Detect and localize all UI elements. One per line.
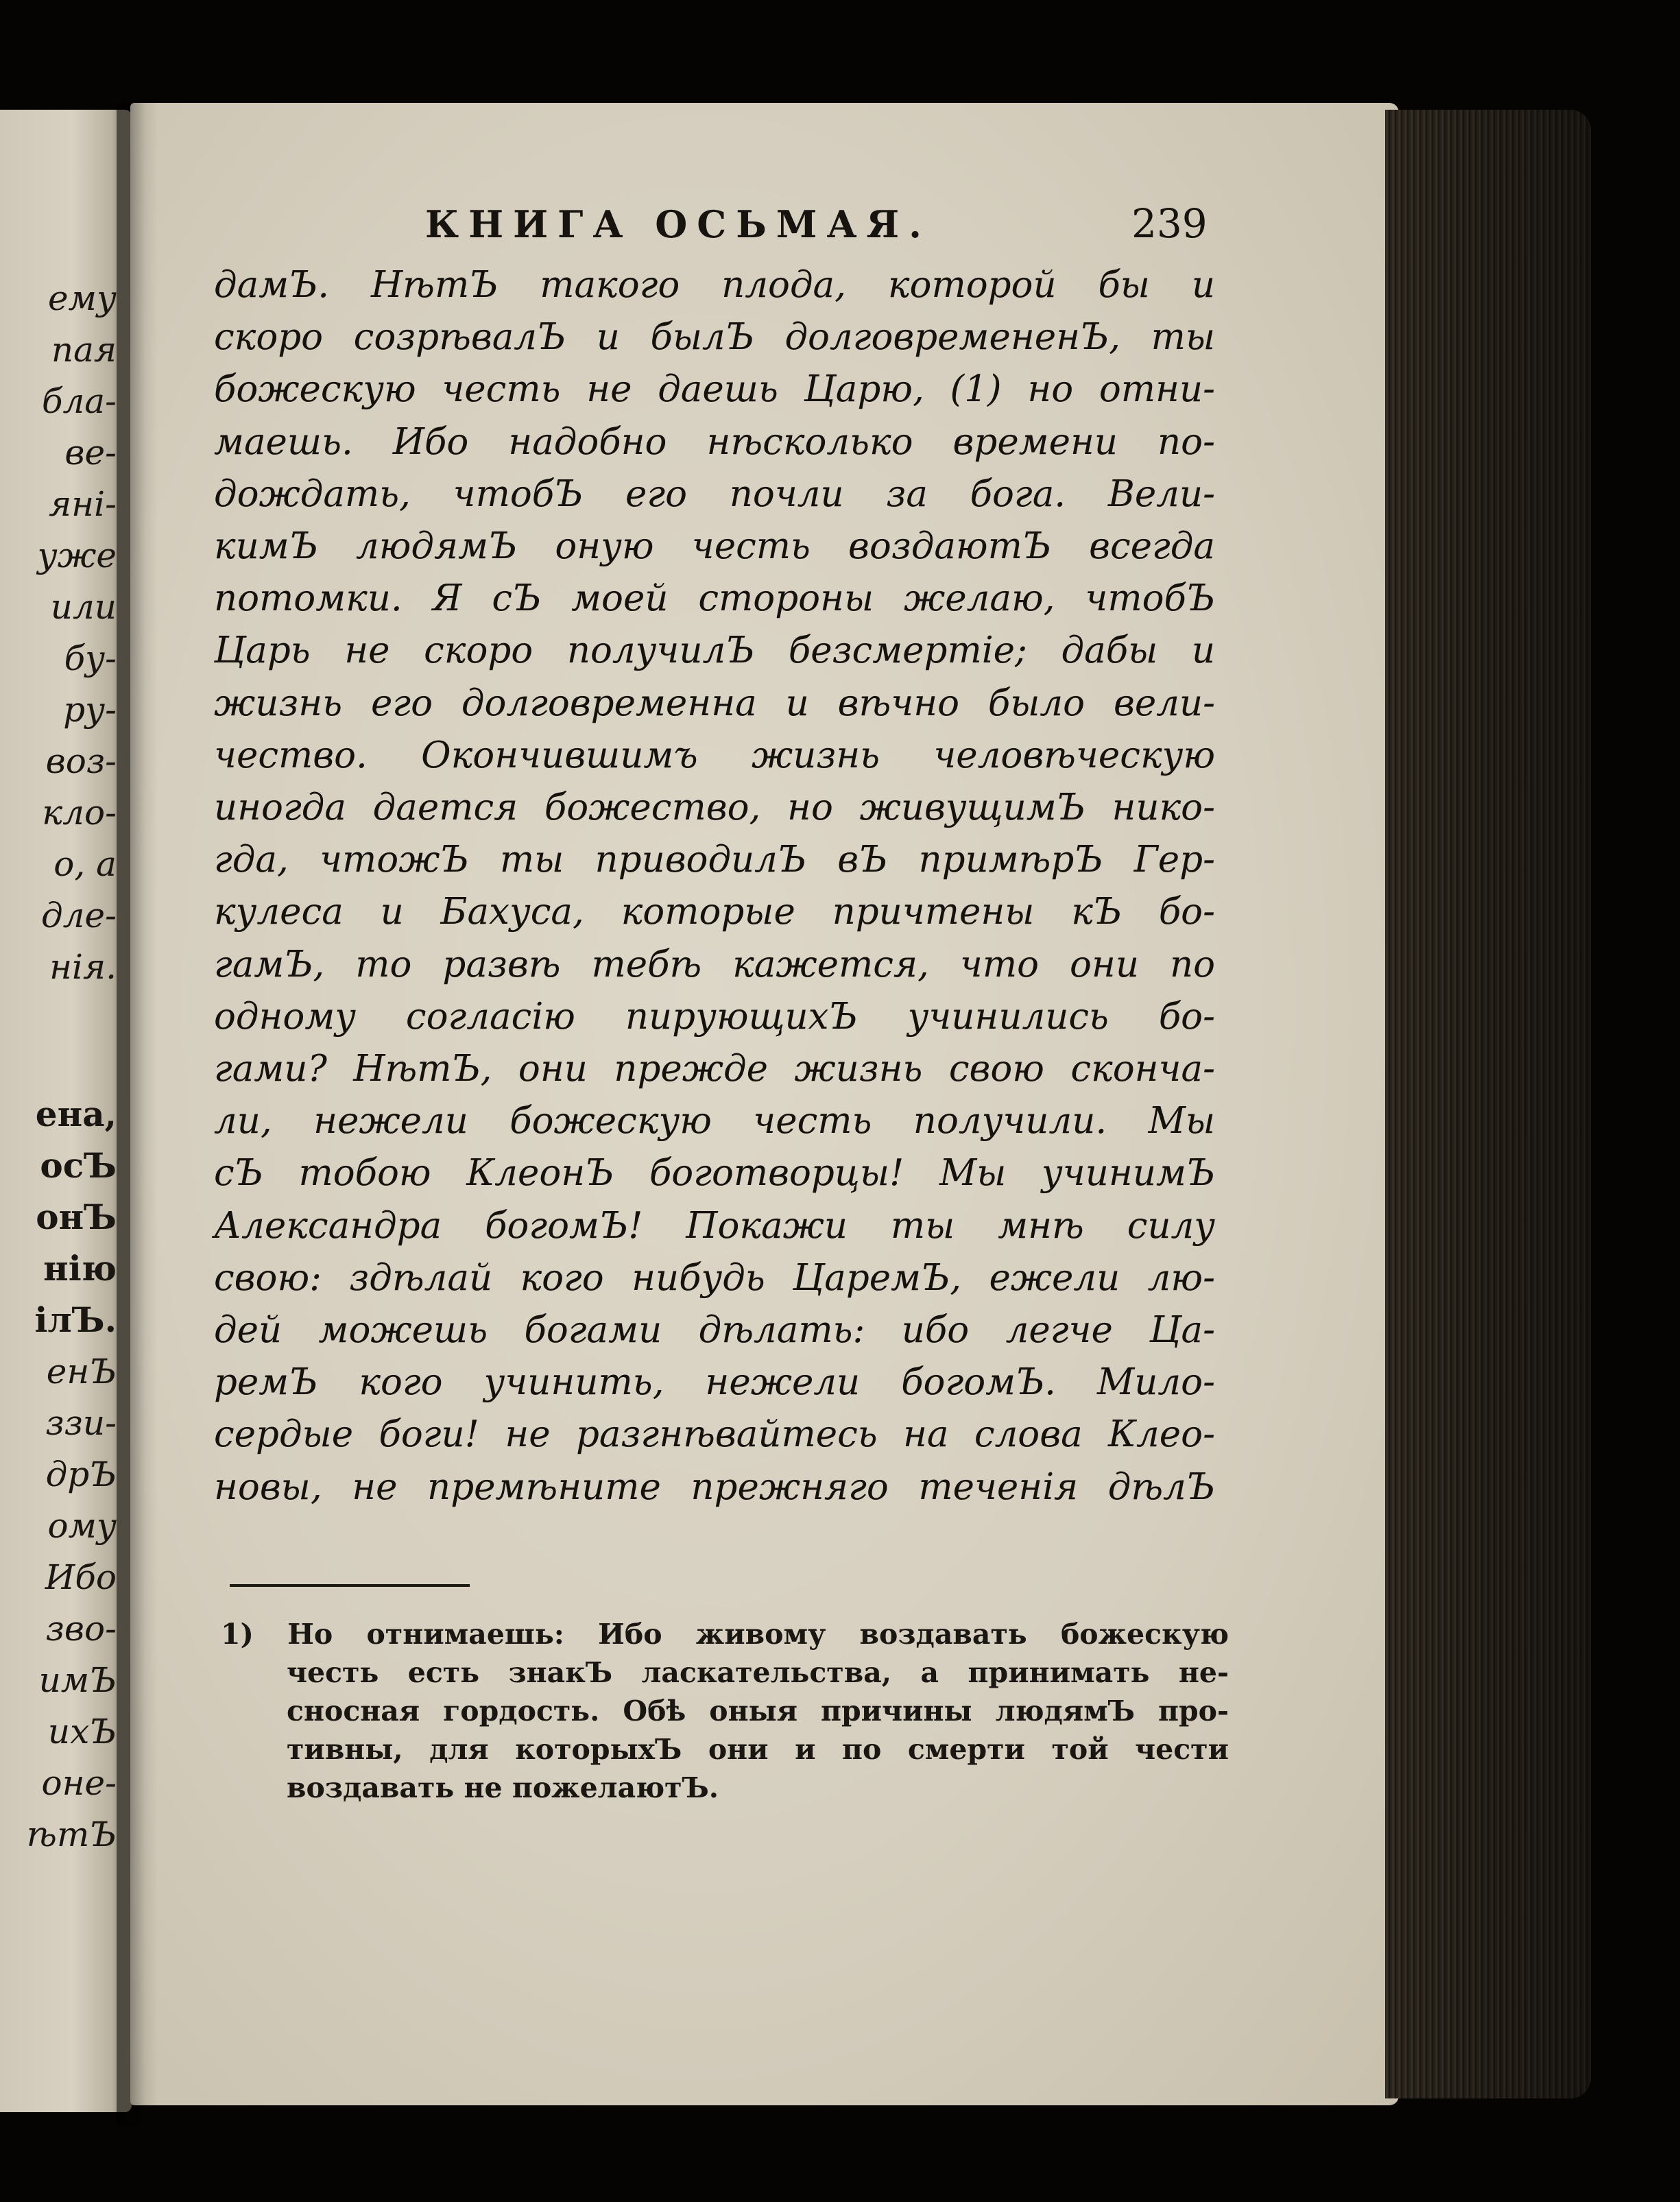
previous-page-line: имЪ	[38, 1660, 117, 1700]
previous-page-line: дле-	[40, 896, 117, 935]
text-line: новы, не премѣните прежняго теченiя дѣлЪ	[214, 1465, 1215, 1508]
previous-page-line: ѣтЪ	[26, 1815, 117, 1854]
previous-page-line: уже	[37, 536, 117, 575]
footnote-line: 1) Но отнимаешь: Ибо живому воздавать божескую	[221, 1618, 1229, 1651]
footnote-line: честь есть знакЪ ласкательства, а принимать не-	[287, 1656, 1229, 1689]
previous-page-line: нiя.	[49, 947, 117, 987]
text-line: ли, нежели божескую честь получили. Мы	[214, 1100, 1215, 1142]
previous-page-line: пая	[51, 330, 117, 370]
text-line: гда, чтожЪ ты приводилЪ вЪ примѣрЪ Гер-	[214, 839, 1215, 881]
page-number: 239	[1131, 200, 1208, 247]
text-line: сердые боги! не разгнѣвайтесь на слова Клео-	[214, 1413, 1215, 1456]
text-line: дей можешь богами дѣлать: ибо легче Ца-	[214, 1309, 1215, 1351]
text-line: чество. Окончившимъ жизнь человѣческую	[214, 734, 1215, 776]
text-line: Царь не скоро получилЪ безсмертiе; дабы и	[214, 630, 1215, 672]
footnote-line: воздавать не пожелаютЪ.	[287, 1771, 719, 1804]
text-line: дамЪ. НѣтЪ такого плода, которой бы и	[214, 264, 1215, 306]
text-line: жизнь его долговременна и вѣчно было вели-	[214, 682, 1215, 724]
footnote-line: сносная гордость. Обѣ оныя причины людямЪ про-	[287, 1695, 1229, 1727]
text-line: свою: здѣлай кого нибудь ЦаремЪ, ежели лю-	[214, 1256, 1215, 1299]
running-head: КНИГА ОСЬМАЯ.	[425, 202, 931, 246]
previous-page-line: ому	[47, 1506, 117, 1546]
previous-page-line: зво-	[45, 1609, 117, 1649]
text-line: Александра богомЪ! Покажи ты мнѣ силу	[214, 1204, 1215, 1247]
previous-page-line: ве-	[64, 433, 117, 472]
page-edges-shade	[1385, 110, 1591, 2098]
text-line: божескую честь не даешь Царю, (1) но отни-	[214, 368, 1215, 411]
previous-page-line: нiю	[43, 1248, 117, 1289]
previous-page-fragment	[0, 110, 132, 2112]
text-line: кулеса и Бахуса, которые причтены кЪ бо-	[214, 891, 1215, 933]
text-line: кимЪ людямЪ оную честь воздаютЪ всегда	[214, 525, 1215, 567]
previous-page-line: или	[50, 587, 117, 627]
previous-page-line: янi-	[49, 484, 117, 524]
text-line: ремЪ кого учинить, нежели богомЪ. Мило-	[214, 1361, 1215, 1404]
previous-page-line: бу-	[64, 638, 117, 678]
footnote-line: тивны, для которыхЪ они и по смерти той чести	[287, 1733, 1229, 1766]
footnote-rule	[230, 1584, 470, 1587]
previous-page-line: ихЪ	[47, 1712, 117, 1751]
text-line: маешь. Ибо надобно нѣсколько времени по-	[214, 420, 1215, 463]
previous-page-line: бла-	[41, 381, 117, 421]
text-line: иногда дается божество, но живущимЪ нико-	[214, 787, 1215, 828]
text-line: потомки. Я сЪ моей стороны желаю, чтобЪ	[214, 577, 1215, 620]
previous-page-line: ззи-	[45, 1403, 117, 1443]
previous-page-line: оне-	[41, 1763, 117, 1803]
previous-page-line: енЪ	[46, 1352, 117, 1391]
previous-page-line: ему	[47, 278, 117, 318]
text-line: гами? НѣтЪ, они прежде жизнь свою сконча-	[214, 1048, 1215, 1090]
text-line: скоро созрѣвалЪ и былЪ долговремененЪ, ты	[214, 316, 1215, 359]
previous-page-line: дрЪ	[45, 1455, 117, 1494]
previous-page-line: о, а	[53, 844, 117, 884]
previous-page-line: ена,	[35, 1094, 117, 1134]
previous-page-line: Ибо	[45, 1557, 117, 1597]
gutter-shadow	[117, 103, 158, 2126]
previous-page-line: ілЪ.	[34, 1300, 117, 1340]
previous-page-line: ру-	[63, 690, 117, 730]
previous-page-line: воз-	[45, 741, 117, 781]
previous-page-line: осЪ	[40, 1145, 117, 1186]
text-line: гамЪ, то развѣ тебѣ кажется, что они по	[214, 943, 1215, 985]
text-line: одному согласiю пирующихЪ учинились бо-	[214, 995, 1215, 1038]
previous-page-line: кло-	[42, 793, 117, 833]
text-line: сЪ тобою КлеонЪ боготворцы! Мы учинимЪ	[214, 1152, 1215, 1195]
text-line: дождать, чтобЪ его почли за бога. Вели-	[214, 472, 1215, 515]
previous-page-line: онЪ	[36, 1197, 117, 1237]
